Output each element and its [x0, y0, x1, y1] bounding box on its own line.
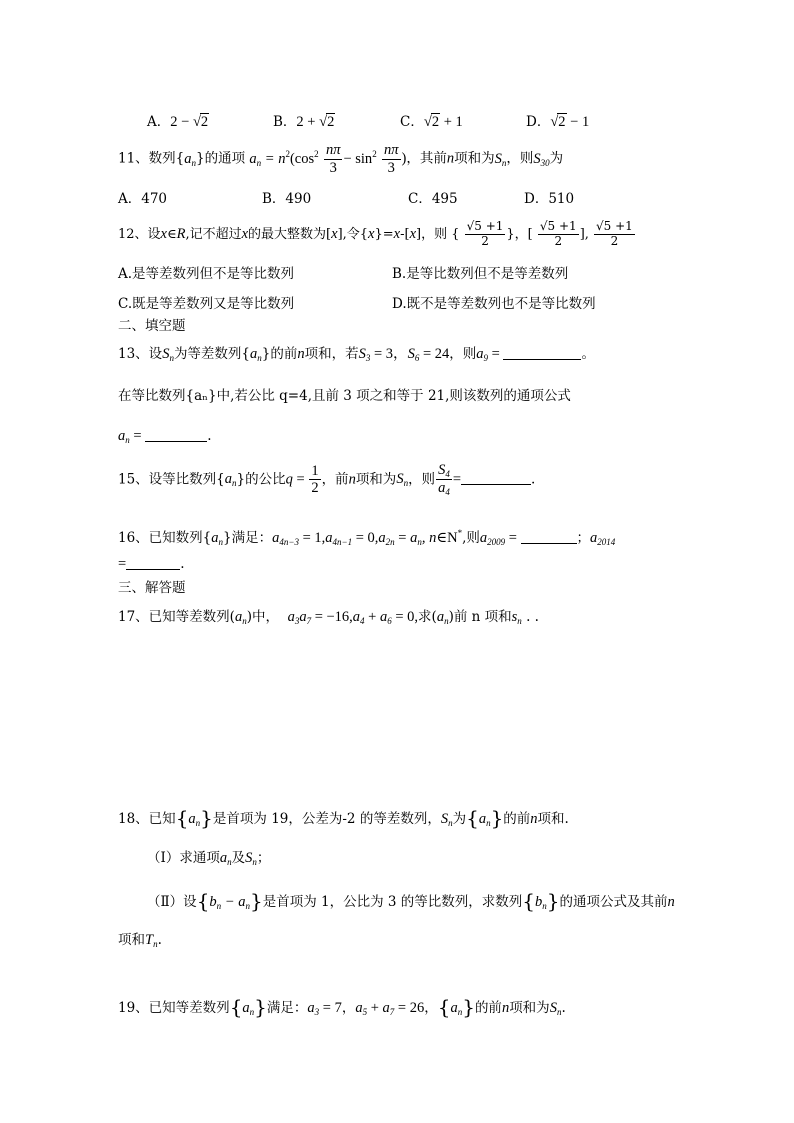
q10-option-b: B．2 + √2 [273, 114, 335, 130]
q18-stem: 18、已知$\{a_n\}$是首项为 19，公差为-2 的等差数列，$S_n$为$\{a_n\}$的前n项和. [118, 806, 569, 830]
q13-stem: 13、设$S_n$为等差数列$\{a_n\}$的前n项和，若$S_3 = 3$，$S_6 = 24$，则$a_9$ = 。 [118, 346, 595, 363]
q11-option-d: D．510 [524, 191, 575, 207]
q16-stem: 16、已知数列$\{a_n\}$满足：$a_{4n-3} = 1,a_{4n-1} = 0,a_{2n} = a_n$, n∈N*,则$a_{2009}$ = ；$a_{2014}$ [118, 528, 616, 547]
section-fill-in-title: 二、填空题 [118, 318, 186, 334]
q12-option-b: B.是等比数列但不是等差数列 [392, 266, 569, 282]
q10-option-a: A．2 − √2 [147, 114, 209, 130]
q12-option-d: D.既不是等差数列也不是等比数列 [392, 296, 596, 312]
q17-stem: 17、已知等差数列$(a_n)$中， $a_3a_7 = -16,a_4 + a_6 = 0$,求$(a_n)$前 n 项和$s_n$ . . [118, 609, 539, 626]
q11-option-b: B．490 [262, 191, 312, 207]
q18-part2-cont: 项和$T_n$. [118, 932, 162, 949]
section-solve-title: 三、解答题 [118, 580, 186, 596]
q14-answer-line: $a_n$ = . [118, 428, 212, 445]
q18-part2: （Ⅱ）设$\{b_n - a_n\}$是首项为 1，公比为 3 的等比数列，求数列$\{b_n\}$的通项公式及其前n [147, 889, 675, 913]
q12-stem: 12、设x∈R,记不超过x的最大整数为[x],令{x}=x-[x]，则 { $\frac{√5 +1}{2}$ }，[ $\frac{√5 +1}{2}$ ], $\frac{√5 +1}{2}$ [118, 219, 633, 248]
q18-part1: （Ⅰ）求通项$a_n$及$S_n$； [147, 850, 271, 867]
q11-option-c: C．495 [408, 191, 458, 207]
q14-stem: 在等比数列{aₙ}中,若公比 q=4,且前 3 项之和等于 21,则该数列的通项公式 [118, 388, 571, 404]
q16-blank-2: = . [118, 556, 185, 572]
q12-option-a: A.是等差数列但不是等比数列 [118, 266, 295, 282]
q10-option-c: C．√2 + 1 [400, 114, 463, 130]
q10-option-d: D．√2 − 1 [526, 114, 590, 130]
q15-stem: 15、设等比数列$\{a_n\}$的公比q = $\frac{1}{2}$ ，前n项和为$S_n$，则 $\frac{S_4}{a_4}$ = . [118, 462, 536, 498]
q19-stem: 19、已知等差数列$\{a_n\}$满足：$a_3 = 7$，$a_5 + a_7 = 26$，$\{a_n\}$的前n项和为$S_n$. [118, 995, 566, 1019]
q11-option-a: A．470 [118, 191, 168, 207]
q11-stem: 11、数列$\{a_n\}$的通项 $a_n = n^2(\cos^2$ $\frac{n\pi}{3}$ − $\sin^2$ $\frac{n\pi}{3}$ )，其前n项和为$S_n$，则$S_{30}$为 [118, 142, 564, 176]
q12-option-c: C.既是等差数列又是等比数列 [118, 296, 295, 312]
